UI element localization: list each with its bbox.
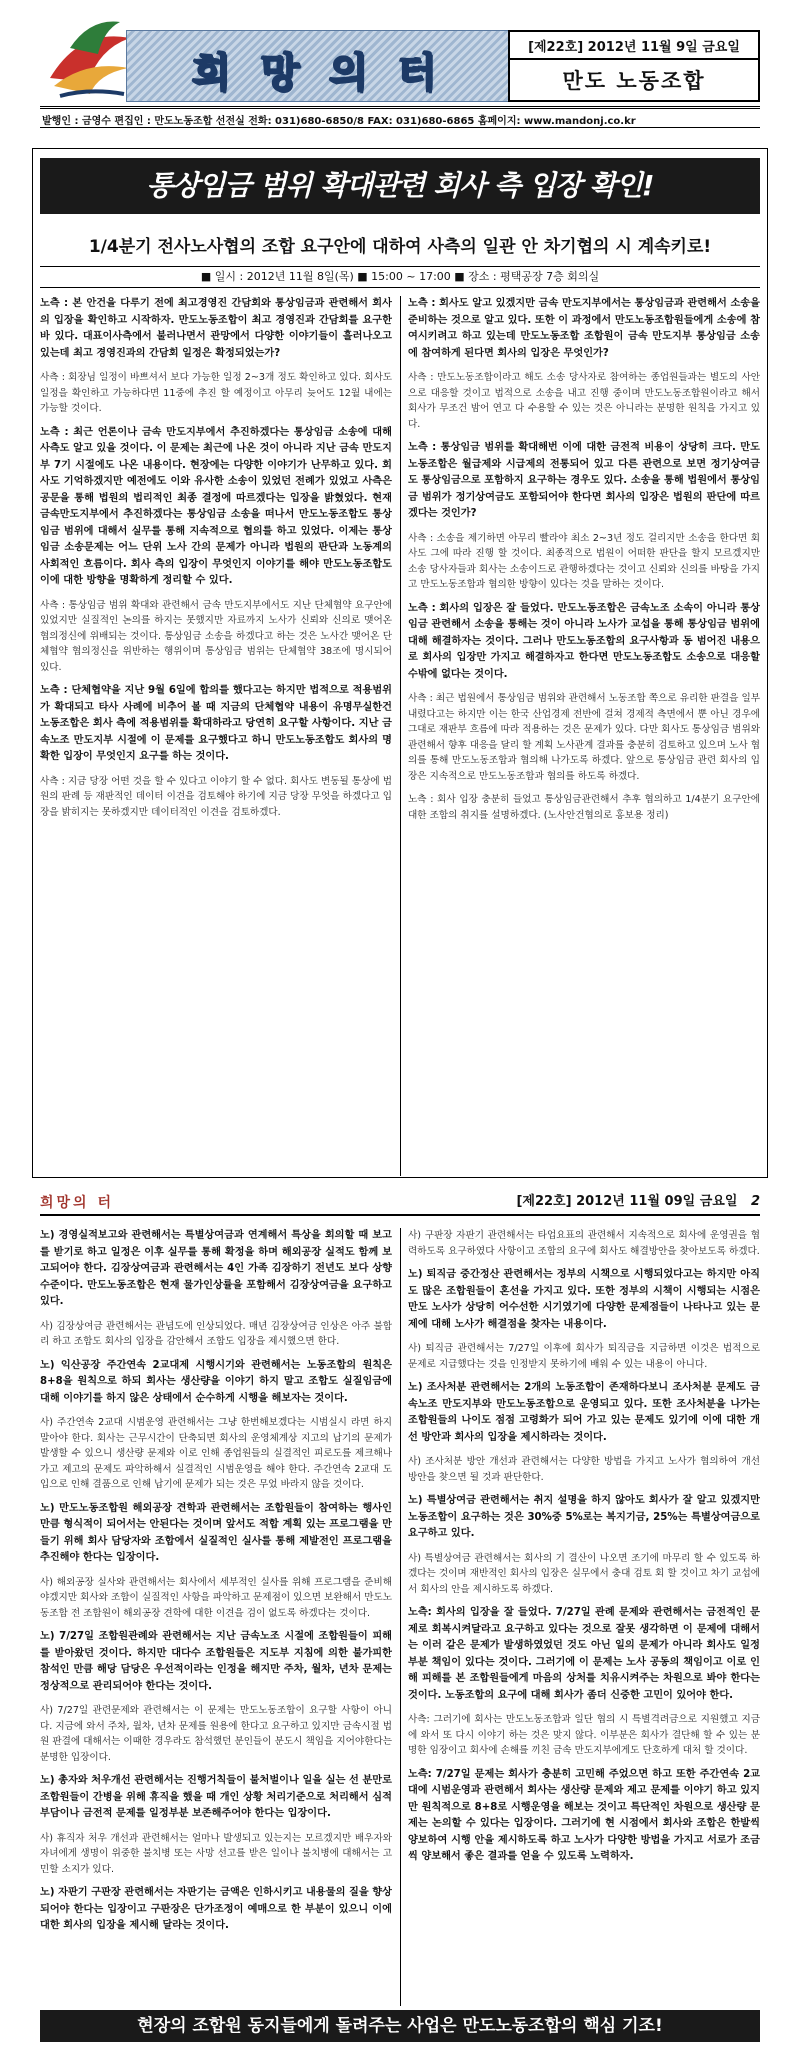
company-response: 사측 : 최근 법원에서 통상임금 범위와 관련해서 노동조합 쪽으로 유리한 판결을 일부 내렸다고는 하지만 이는 한국 산업경제 전반에 걸쳐 경제적 측면에서 뿐 아닌 경우에 그대로 재판부 흐름에 따라 적용하는 것은 문제가 있다. 다만 회사도 통상임금 범위와 관련해서 향후 대응을 달리 할 계획 노사관계 결과를 충분히 검토하고 있으며 노사 협의를 통해 만도노동조합과 협의해 나가도록 하겠다. 앞으로 통상임금 관련 회사의 입장은 지속적으로 만도노동조합과 협의를 하도록 하겠다.: [408, 693, 760, 782]
footer-slogan: 현장의 조합원 동지들에게 돌려주는 사업은 만도노동조합의 핵심 기조!: [40, 2010, 760, 2042]
union-statement: 노측 : 회사도 알고 있겠지만 금속 만도지부에서는 통상임금과 관련해서 소송을 준비하는 것으로 알고 있다. 또한 이 과정에서 만도노동조합원들에게 소송에 참여시키려고 하고 있는데 만도노동조합 조합원이 금속 만도지부 통상임금 소송에 참여하게 된다면 회사의 입장은 무엇인가?: [408, 298, 760, 359]
union-statement: 노측 : 회사의 입장은 잘 들었다. 만도노동조합은 금속노조 소속이 아니라 통상임금 관련해서 소송을 통해는 것이 아니라 노사가 교섭을 통해 통상임금 범위에 대해 해결하자는 것이다. 그러나 만도노동조합의 요구사항과 동 범어진 내용으로 회사의 입장만 가지고 해결하자고 한다면 만도노동조합도 소송으로 대응할 수밖에 없다는 것이다.: [408, 602, 760, 680]
company-response: 사측 : 소송을 제기하면 아무리 빨라야 최소 2~3년 정도 걸리지만 소송을 한다면 회사도 그에 따라 진행 할 것이다. 최종적으로 법원이 어떠한 판단을 할지 모르겠지만 소송 당사자들과 회사는 소송이드로 관행하겠다는 것이고 신뢰와 신의를 바탕을 가지고 만도노동조합과 협의한 방향이 있다는 것을 말하는 것이다.: [408, 532, 760, 590]
masthead: [40, 8, 760, 128]
union-statement: 노측: 7/27일 문제는 회사가 충분히 고민해 주었으면 하고 또한 주간연속 2교대에 시범운영과 관련해서 회사는 생산량 문제와 제고 문제를 이야기 하고 있지만 원칙적으로 8+8로 시행운영을 해보는 것이고 특단적인 차원으로 생산량 문제는 논의할 수 있다는 입장이다. 그러기에 현 시점에서 회사와 조합은 한발씩 양보하여 시행 안을 제시하도록 하고 노사가 다양한 방법을 가지고 서로가 조금씩 양보해서 좋은 결과를 얻을 수 있도록 노력하자.: [408, 1768, 760, 1862]
page-number: 2: [750, 1194, 760, 1209]
union-logo: [40, 8, 140, 112]
union-name: 만도 노동조합: [508, 60, 760, 102]
union-statement: 노측 : 본 안건을 다루기 전에 최고경영진 간담회와 통상임금과 관련해서 회사의 입장을 확인하고 시작하자. 만도노동조합이 최고 경영진과 간담회를 요구한 바 있다. 대표이사측에서 불러나면서 관망에서 다양한 이야기들이 흘러나오고 있는데 최고 경영진과의 간담회 일정은 확정되었는가?: [40, 298, 392, 359]
union-statement: 노) 7/27일 조합원관례와 관련해서는 지난 금속노조 시절에 조합원들이 피해를 받아왔던 것이다. 하지만 대다수 조합원들은 지도부 지침에 의한 불가피한 참석인 만큼 해당 담당은 우선적이라는 인정을 해지만 주차, 월차, 년차 문제는 정상적으로 관리되어야 한다는 것이다.: [40, 1631, 392, 1692]
page1-left-column: [40, 296, 392, 1176]
meeting-info: ■ 일시 : 2012년 11월 8일(목) ■ 15:00 ~ 17:00 ■ 장소 : 평택공장 7층 회의실: [40, 266, 760, 288]
column-divider: [400, 1228, 401, 2006]
page2-issue: [516, 1190, 760, 1209]
publisher-info: 발행인 : 금영수 편집인 : 만도노동조합 선전실 전화: 031)680-6850/8 FAX: 031)680-6865 홈페이지: www.mandonj.co.kr: [40, 106, 760, 128]
page2-right-column: [408, 1228, 760, 2006]
column-divider: [400, 296, 401, 1176]
union-statement: 노) 만도노동조합원 해외공장 견학과 관련해서는 조합원들이 참여하는 행사인 만큼 형식적이 되어서는 안된다는 것이며 앞서도 적합 계획 있는 프로그램을 만들기 위해 회사 담당자와 조합에서 실질적인 실사를 통해 제발전인 프로그램을 추진해야 한다는 입장이다.: [40, 1502, 392, 1563]
union-statement: 노측 : 단체협약을 지난 9월 6일에 합의를 했다고는 하지만 법적으로 적용범위가 확대되고 타사 사례에 비추어 볼 때 지금의 단체협약 내용이 유명무실한건 노동조합은 회사 측에 적용범위를 확대하라고 당연히 요구할 사항이다. 지난 금속노조 만도지부 시절에 이 문제를 요구했다고 하니 만도노동조합도 회사의 명확한 입장이 무엇인지 요구를 하는 것이다.: [40, 685, 392, 762]
union-statement: 노) 익산공장 주간연속 2교대제 시행시기와 관련해서는 노동조합의 원칙은 8+8을 원칙으로 하되 회사는 생산량을 이야기 하지 말고 조합도 실질임금에 대해 이야기를 하지 않은 상태에서 순수하게 시행을 해보자는 것이다.: [40, 1359, 392, 1404]
union-statement: 노) 특별상여금 관련해서는 취지 설명을 하지 않아도 회사가 잘 알고 있겠지만 노동조합이 요구하는 것은 30%중 5%로는 복지기금, 25%는 특별상여금으로 요구하고 있다.: [408, 1495, 760, 1539]
page1-subhead: 1/4분기 전사노사협의 조합 요구안에 대하여 사측의 일관 안 차기협의 시 계속키로!: [88, 237, 712, 257]
company-response: 사) 퇴직금 관련해서는 7/27일 이후에 회사가 퇴직금을 지급하면 이것은 법적으로 문제로 지급했다는 것을 인정받지 못하기에 배워 수 있는 내용이 아니다.: [408, 1343, 760, 1370]
brand-band: [126, 30, 510, 102]
company-response: 사측 : 통상임금 범위 확대와 관련해서 금속 만도지부에서도 지난 단체협약 요구안에 있었지만 실질적인 논의를 하지는 못했지만 자료까지 노사가 신뢰와 신의로 맺어온 협의정신에 위배되는 것이다. 통상임금 소송을 하겠다고 하는 것은 노사간 맺어온 단체협약 협의정신을 위반하는 행위이며 통상임금 범위는 단체협약 38조에 명시되어 있다.: [40, 599, 392, 673]
page1-headline: 통상임금 범위 확대관련 회사 측 입장 확인!: [40, 158, 760, 214]
union-statement: 노측: 회사의 입장을 잘 들었다. 7/27일 관례 문제와 관련해서는 금전적인 문제로 회복시켜달라고 요구하고 있다는 것으로 잘못 생각하면 이 문제에 대해서는 이러 같은 문제가 발생하였었던 것도 아닌 일의 문제가 아니라 회사도 일정부분 책임이 있다는 것이다. 그러기에 이 문제는 노사 공동의 책임이고 이로 인해 피해를 본 조합원들에게 마음의 상처를 치유시켜주는 차원으로 봐야 한다는 것이다. 노동조합의 요구에 대해 회사가 좀더 신중한 고민이 있어야 한다.: [408, 1607, 760, 1701]
company-response: 사) 주간연속 2교대 시범운영 관련해서는 그냥 한번해보겠다는 시범실시 라면 하지 말아야 한다. 회사는 근무시간이 단축되면 회사의 운영체계상 지고의 납기의 문제가 발생할 수 있으니 생산량 문제와 이로 인해 종업원들의 실결적인 피로도를 제크해나가고 제고의 문제도 파악하해서 실결적인 시범운영을 해야 한다. 주간연속 2교대 도입으로 인해 결품으로 인해 납기에 문제가 되는 것은 무었 바라지 않을 것이다.: [40, 1417, 392, 1490]
company-response: 사) 조사처분 방안 개선과 관련해서는 다양한 방법을 가지고 노사가 협의하여 개선 방안을 찾으면 될 것과 판단한다.: [408, 1456, 760, 1483]
company-response: 사측 : 회장님 일정이 바쁘셔서 보다 가능한 일정 2~3개 정도 확인하고 있다. 회사도 일정을 확인하고 가능하다면 11중에 추진 할 예정이고 아무리 늦어도 12월 내에는 가능할 것이다.: [40, 372, 392, 414]
company-response: 사) 해외공장 실사와 관련해서는 회사에서 세부적인 실사를 위해 프로그램을 준비해야겠지만 회사와 조합이 실질적인 사항을 파악하고 문제점이 있으면 보완해서 만도노동조합 전 조합원이 해외공장 견학에 대한 이견을 검이 없도록 하겠다는 것이다.: [40, 1576, 392, 1619]
union-statement: 노) 자판기 구판장 관련해서는 자판기는 금액은 인하시키고 내용물의 질을 향상되어야 한다는 입장이고 구판장은 단가조정이 예매으로 한 부분이 있으니 이에 대한 회사의 입장을 제시해 달라는 것이다.: [40, 1887, 392, 1931]
page2-issue-text: [제22호] 2012년 11월 09일 금요일: [516, 1194, 738, 1209]
company-response: 사측 : 만도노동조합이라고 해도 소송 당사자로 참여하는 종업원들과는 별도의 사안으로 대응할 것이고 법적으로 소송을 내고 진행 중이며 만도노동조합원이라고 해서 회사가 무조건 밤어 연고 다 수용할 수 있는 것은 아니라는 분명한 원칙을 가지고 있다.: [408, 372, 760, 430]
union-statement: 노) 총자와 처우개선 관련해서는 진행거칙들이 불처벌이나 일을 실는 선 분만로 조합원들이 간병을 위해 휴직을 했을 때 개인 상황 처리기준으로 처리해서 심적 부담이나 금전적 문제를 일정부분 보존해주어야 한다는 입장이다.: [40, 1775, 392, 1819]
union-statement: 노) 조사처분 관련해서는 2개의 노동조합이 존재하다보니 조사처분 문제도 금속노조 만도지부와 만도노동조합으로 운영되고 있다. 또한 조사처분을 나가는 조합원들의 나이도 점점 고령화가 되어 가고 있는 문제도 있기에 이에 대한 개선 방안과 회사의 입장을 제시하라는 것이다.: [408, 1382, 760, 1443]
issue-number: [제22호] 2012년 11월 9일 금요일: [508, 30, 760, 60]
union-statement: 노) 퇴직금 중간정산 관련해서는 정부의 시책으로 시행되었다고는 하지만 아직도 많은 조합원들이 혼선을 가지고 있다. 또한 정부의 시책이 시행되는 시점은 만도 노사가 상당히 어수선한 시기였기에 다양한 문제점들이 나타나고 있는 문제에 대해 노사가 해결점을 찾자는 내용이다.: [408, 1269, 760, 1330]
company-response: 사측 : 지금 당장 어떤 것을 할 수 있다고 이야기 할 수 없다. 회사도 변동될 통상에 법원의 판례 등 재판적인 데이터 이견을 검토해야 하기에 지금 당장 무엇을 하겠다고 입장을 밝히지는 못하겠지만 데이터적인 이견을 검토하겠다.: [40, 775, 392, 818]
union-statement: 노측 : 최근 언론이나 금속 만도지부에서 추진하겠다는 통상임금 소송에 대해 사측도 알고 있을 것이다. 이 문제는 최근에 나온 것이 아니라 지난 금속 만도지부 7기 시절에도 나온 내용이다. 현장에는 다양한 이야기가 난무하고 있다. 회사도 기억하겠지만 예전에도 이와 유사한 소송이 있었던 전례가 있었고 사측은 공문을 통해 법원의 법리적인 최종 결정에 따르겠다는 입장을 밝혔었다. 현재 금속만도지부에서 추진하겠다는 통상임금 소송을 떠나서 만도노동조합도 통상임금 범위에 대해서 실무를 통해 지속적으로 협의를 하고 있었다. 이제는 통상임금 소송문제는 어느 단위 노사 간의 문제가 아니라 법원의 판단과 노동계의 사회적인 흐름이다. 회사 측의 입장이 무엇인지 이야기를 해야 만도노동조합도 이에 대한 방향을 명확하게 정리할 수 있다.: [40, 426, 392, 586]
company-response: 사) 구판장 자판기 관련해서는 타업요표의 관련해서 지속적으로 회사에 운영권을 협력하도록 요구하였다 사항이고 조합의 요구에 회사도 해결방안을 찾아보도록 하겠다.: [408, 1230, 760, 1257]
page2-left-column: [40, 1228, 392, 2006]
company-response: 사측: 그러기에 회사는 만도노동조합과 일단 협의 시 특별격려금으로 지원했고 지금에 와서 또 다시 이야기 하는 것은 맞지 않다. 이부분은 회사가 결단해 할 수 있는 분명한 임장이고 회사에 손해를 끼친 금속 만도지부에게도 단호하게 대처 할 것이다.: [408, 1714, 760, 1756]
page2-brand: 희망의 터: [40, 1195, 114, 1211]
company-response: 사) 7/27일 관련문제와 관련해서는 이 문제는 만도노동조합이 요구할 사항이 아니다. 지금에 와서 주차, 월차, 년차 문제를 원용에 한다고 요구하고 있지만 금속시절 법원 판결에 대해서는 이때한 경우라도 참석했던 분인들이 분도시 책임을 지어야한다는 분명한 입장이다.: [40, 1705, 392, 1763]
union-statement: 노) 경영실적보고와 관련해서는 특별상여금과 연계해서 특상을 회의할 때 보고를 받기로 하고 일정은 이후 실무를 통해 확정을 하며 해외공장 실적도 함께 보고되어야 한다. 김장상여금과 관련해서는 4인 가족 김장하기 전년도 보다 상향수준이다. 만도노동조합은 현재 물가인상률을 포함해서 김장상여금을 요구하고 있다.: [40, 1230, 392, 1307]
company-response: 노측 : 회사 입장 충분히 들었고 통상임금관련해서 추후 협의하고 1/4분기 요구안에 대한 조합의 취지를 설명하겠다. (노사안건협의로 홍보용 정리): [408, 794, 760, 821]
company-response: 사) 김장상여금 관련해서는 관념도에 인상되었다. 매년 김장상여금 인상은 아주 불합리 하고 조합도 회사의 입장을 감안해서 조합도 입장을 제시했으면 한다.: [40, 1320, 392, 1347]
company-response: 사) 특별상여금 관련해서는 회사의 기 결산이 나오면 조기에 마무리 할 수 있도록 하겠다는 것이며 재반적인 회사의 입장은 실무에서 충대 검토 회 할 것이고 차기 교섭에서 회사의 안을 제시하도록 하겠다.: [408, 1552, 760, 1595]
company-response: 사) 휴직자 처우 개선과 관련해서는 얼마나 발생되고 있는지는 모르겠지만 배우자와 자녀에게 생명이 위중한 불치병 또는 사망 선고를 받은 일이나 불치병에 대해서는 고민할 소지가 있다.: [40, 1832, 392, 1875]
page1-right-column: [408, 296, 760, 1176]
union-statement: 노측 : 통상임금 범위를 확대해번 이에 대한 금전적 비용이 상당히 크다. 만도노동조합은 월급제와 시급제의 전통되어 있고 다른 관련으로 보면 정기상여금도 통상임금으로 포함하지 요구하는 경우도 있다. 소송을 통해 법원에서 통상임금 범위가 정기상여금도 포함되어야 한다면 회사의 입장은 법원의 판단에 따르겠다는 것인가?: [408, 442, 760, 519]
newsletter-title: 희 망 의 터: [191, 49, 445, 96]
page2-header: [40, 1186, 760, 1216]
